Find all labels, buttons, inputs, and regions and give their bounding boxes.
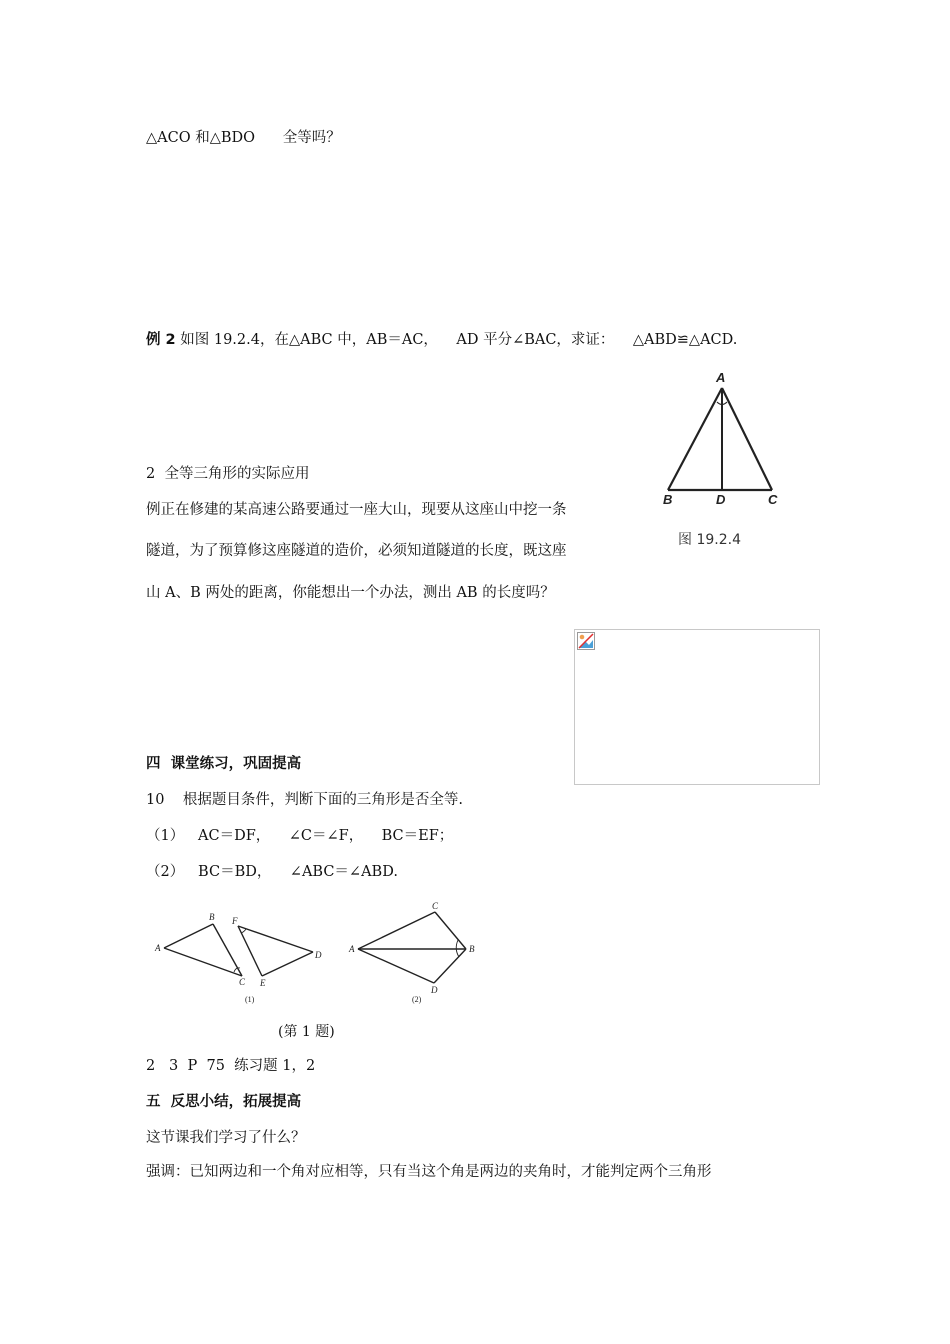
exercise-figures [150,900,490,1010]
example-2-text: 如图 19.2.4，在△ABC 中，AB＝AC， AD 平分∠BAC，求证： △ABD≌△ACD. [175,332,738,348]
fig2-label-A: A [349,944,355,954]
fig1-label-F: F [232,916,238,926]
example-2 [146,330,737,350]
fig1-sub-label: (1) [245,995,255,1004]
exercise-figure-caption: (第 1 题) [278,1024,335,1040]
homework-line: 2 3 P 75 练习题 1，2 [146,1058,316,1074]
example-2-label: 例 2 [146,332,176,348]
section-2-title: 2 全等三角形的实际应用 [146,466,310,482]
fig2-sub-label: (2) [412,995,422,1004]
fig1-label-B: B [209,912,215,922]
label-C: C [768,492,778,507]
image-placeholder [574,629,820,785]
figure-caption: 图 19.2.4 [678,532,741,548]
broken-image-icon [577,632,595,650]
fig2-label-B: B [469,944,475,954]
fig1-label-D: D [315,950,322,960]
label-A: A [716,370,726,385]
condition-1: （1） AC＝DF， ∠C＝∠F， BC＝EF； [146,828,454,844]
fig1-label-C: C [239,977,246,987]
fig1-label-A: A [155,943,161,953]
question-aco-bdo: △ACO 和△BDO 全等吗？ [146,130,341,146]
condition-2: （2） BC＝BD， ∠ABC＝∠ABD. [146,864,398,880]
question-learned: 这节课我们学习了什么？ [146,1130,306,1146]
paragraph-line-2: 隧道，为了预算修这座隧道的造价，必须知道隧道的长度，既这座 [146,543,567,559]
figure-19-2-4 [645,362,795,552]
exercise-10: 10 根据题目条件，判断下面的三角形是否全等. [146,792,463,808]
section-5-title: 五 反思小结，拓展提高 [146,1094,302,1110]
section-4-title: 四 课堂练习，巩固提高 [146,756,302,772]
paragraph-line-3: 山 A、B 两处的距离，你能想出一个办法，测出 AB 的长度吗？ [146,585,555,601]
fig1-label-E: E [260,978,266,988]
paragraph-line-1: 例正在修建的某高速公路要通过一座大山，现要从这座山中挖一条 [146,502,567,518]
label-D: D [716,492,726,507]
label-B: B [663,492,673,507]
fig2-label-C: C [432,901,439,911]
emphasis-line: 强调：已知两边和一个角对应相等，只有当这个角是两边的夹角时，才能判定两个三角形 [146,1164,712,1180]
fig2-label-D: D [431,985,438,995]
